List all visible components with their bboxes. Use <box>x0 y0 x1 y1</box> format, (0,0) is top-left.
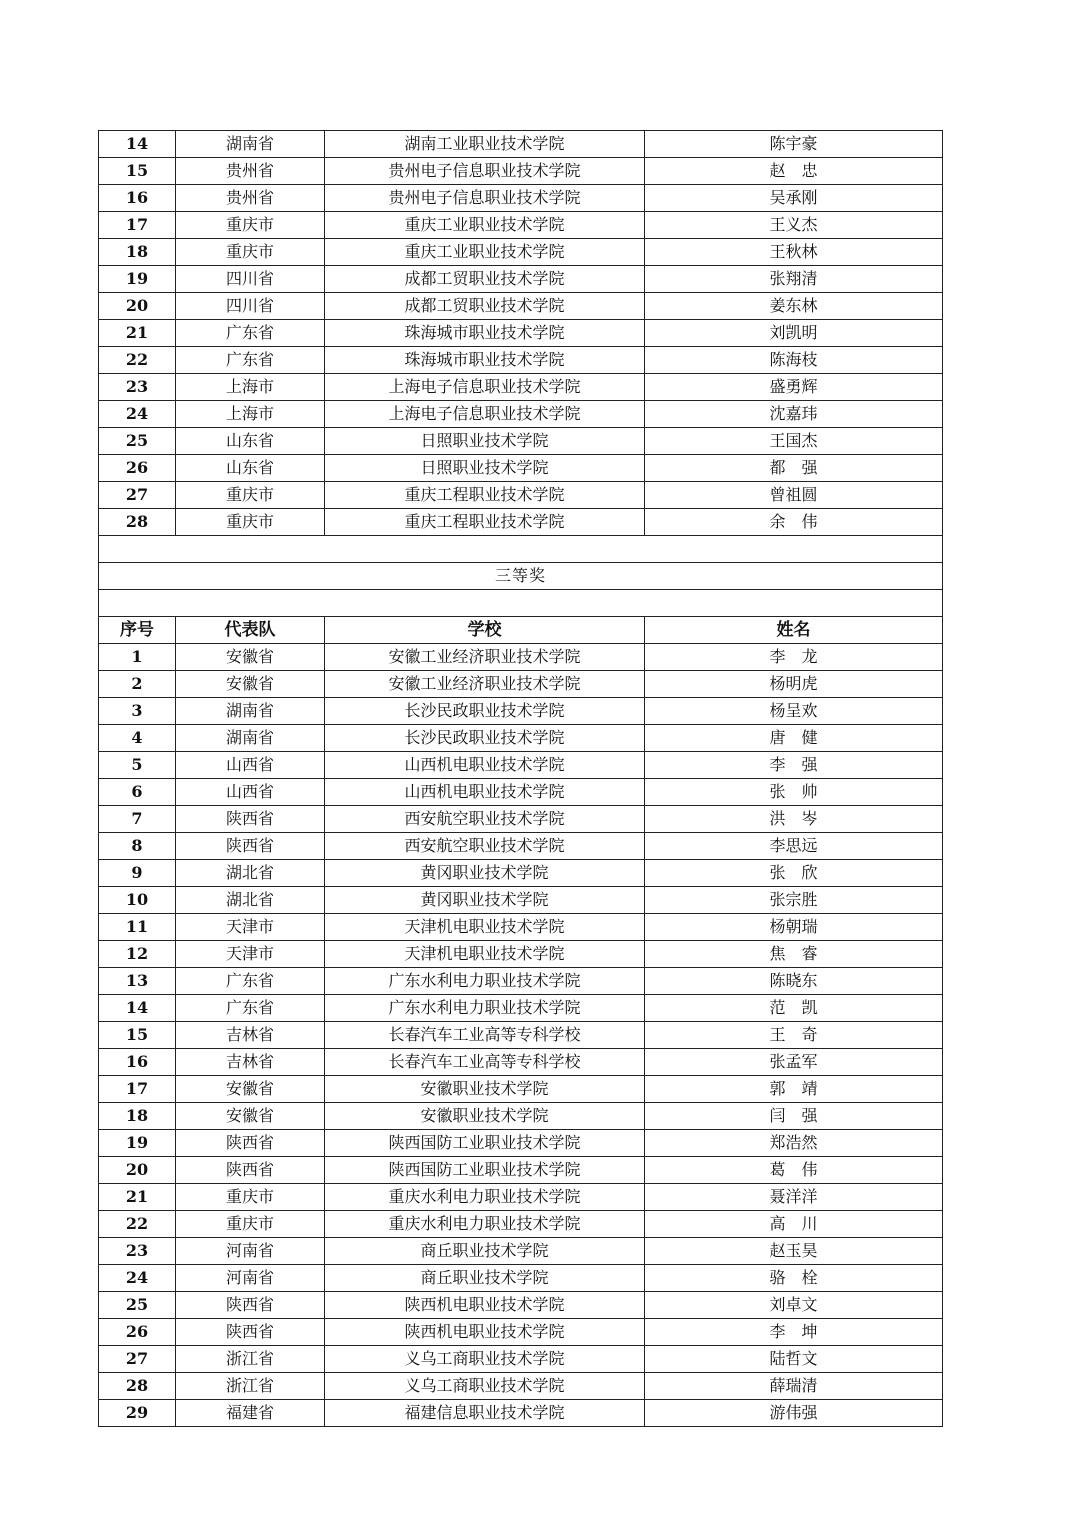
cell-team: 天津市 <box>176 941 325 968</box>
table-row <box>99 833 943 860</box>
table-row <box>99 1373 943 1400</box>
table-row <box>99 1211 943 1238</box>
cell-team: 四川省 <box>176 293 325 320</box>
table-row <box>99 725 943 752</box>
cell-school: 安徽职业技术学院 <box>325 1103 645 1130</box>
cell-name: 聂洋洋 <box>645 1184 943 1211</box>
cell-name: 焦 睿 <box>645 941 943 968</box>
cell-school: 陕西机电职业技术学院 <box>325 1292 645 1319</box>
cell-team: 上海市 <box>176 401 325 428</box>
cell-index: 20 <box>99 293 176 320</box>
table-row <box>99 212 943 239</box>
cell-school: 安徽职业技术学院 <box>325 1076 645 1103</box>
cell-school: 广东水利电力职业技术学院 <box>325 995 645 1022</box>
cell-name: 赵 忠 <box>645 158 943 185</box>
header-index: 序号 <box>99 617 176 644</box>
cell-index: 27 <box>99 1346 176 1373</box>
cell-school: 长沙民政职业技术学院 <box>325 725 645 752</box>
cell-school: 长沙民政职业技术学院 <box>325 698 645 725</box>
cell-index: 8 <box>99 833 176 860</box>
cell-school: 安徽工业经济职业技术学院 <box>325 671 645 698</box>
second-prize-continuation-rows <box>99 131 943 536</box>
cell-school: 商丘职业技术学院 <box>325 1265 645 1292</box>
cell-index: 18 <box>99 1103 176 1130</box>
table-row <box>99 968 943 995</box>
cell-school: 上海电子信息职业技术学院 <box>325 374 645 401</box>
table-row <box>99 995 943 1022</box>
cell-team: 上海市 <box>176 374 325 401</box>
cell-school: 重庆工程职业技术学院 <box>325 482 645 509</box>
cell-team: 山东省 <box>176 428 325 455</box>
cell-name: 李 龙 <box>645 644 943 671</box>
cell-school: 重庆工业职业技术学院 <box>325 212 645 239</box>
cell-name: 李 坤 <box>645 1319 943 1346</box>
cell-team: 河南省 <box>176 1265 325 1292</box>
cell-name: 闫 强 <box>645 1103 943 1130</box>
table-row <box>99 671 943 698</box>
cell-team: 天津市 <box>176 914 325 941</box>
cell-index: 5 <box>99 752 176 779</box>
cell-team: 广东省 <box>176 347 325 374</box>
table-row <box>99 1265 943 1292</box>
table-row <box>99 320 943 347</box>
table-row <box>99 293 943 320</box>
cell-team: 浙江省 <box>176 1373 325 1400</box>
spacer-row <box>99 590 943 617</box>
cell-team: 陕西省 <box>176 833 325 860</box>
header-school: 学校 <box>325 617 645 644</box>
cell-school: 珠海城市职业技术学院 <box>325 347 645 374</box>
cell-school: 义乌工商职业技术学院 <box>325 1373 645 1400</box>
cell-name: 余 伟 <box>645 509 943 536</box>
cell-school: 重庆工程职业技术学院 <box>325 509 645 536</box>
cell-name: 王义杰 <box>645 212 943 239</box>
cell-team: 重庆市 <box>176 212 325 239</box>
table-row <box>99 131 943 158</box>
table-row <box>99 887 943 914</box>
cell-index: 26 <box>99 455 176 482</box>
cell-team: 陕西省 <box>176 1130 325 1157</box>
cell-name: 骆 栓 <box>645 1265 943 1292</box>
cell-team: 贵州省 <box>176 185 325 212</box>
cell-name: 郭 靖 <box>645 1076 943 1103</box>
cell-name: 郑浩然 <box>645 1130 943 1157</box>
cell-school: 长春汽车工业高等专科学校 <box>325 1022 645 1049</box>
cell-index: 22 <box>99 1211 176 1238</box>
cell-index: 12 <box>99 941 176 968</box>
cell-name: 张 帅 <box>645 779 943 806</box>
cell-school: 义乌工商职业技术学院 <box>325 1346 645 1373</box>
cell-team: 安徽省 <box>176 1103 325 1130</box>
cell-index: 27 <box>99 482 176 509</box>
table-row <box>99 644 943 671</box>
cell-name: 王 奇 <box>645 1022 943 1049</box>
table-row <box>99 1130 943 1157</box>
cell-school: 福建信息职业技术学院 <box>325 1400 645 1427</box>
cell-index: 3 <box>99 698 176 725</box>
cell-index: 15 <box>99 1022 176 1049</box>
cell-school: 重庆水利电力职业技术学院 <box>325 1211 645 1238</box>
cell-school: 成都工贸职业技术学院 <box>325 266 645 293</box>
cell-index: 19 <box>99 1130 176 1157</box>
cell-school: 长春汽车工业高等专科学校 <box>325 1049 645 1076</box>
cell-name: 沈嘉玮 <box>645 401 943 428</box>
cell-index: 22 <box>99 347 176 374</box>
table-row <box>99 914 943 941</box>
cell-index: 20 <box>99 1157 176 1184</box>
cell-team: 贵州省 <box>176 158 325 185</box>
cell-school: 安徽工业经济职业技术学院 <box>325 644 645 671</box>
cell-name: 陈海枝 <box>645 347 943 374</box>
table-row <box>99 806 943 833</box>
cell-team: 山西省 <box>176 779 325 806</box>
cell-team: 福建省 <box>176 1400 325 1427</box>
cell-school: 日照职业技术学院 <box>325 428 645 455</box>
cell-school: 日照职业技术学院 <box>325 455 645 482</box>
cell-index: 23 <box>99 1238 176 1265</box>
cell-name: 张宗胜 <box>645 887 943 914</box>
table-row <box>99 1103 943 1130</box>
cell-name: 刘卓文 <box>645 1292 943 1319</box>
cell-index: 2 <box>99 671 176 698</box>
cell-team: 湖北省 <box>176 887 325 914</box>
cell-team: 广东省 <box>176 968 325 995</box>
cell-index: 21 <box>99 320 176 347</box>
table-row <box>99 509 943 536</box>
table-row <box>99 239 943 266</box>
cell-school: 西安航空职业技术学院 <box>325 806 645 833</box>
cell-index: 23 <box>99 374 176 401</box>
cell-team: 河南省 <box>176 1238 325 1265</box>
cell-index: 25 <box>99 1292 176 1319</box>
table-header-row <box>99 617 943 644</box>
cell-index: 9 <box>99 860 176 887</box>
table-row <box>99 1346 943 1373</box>
cell-index: 28 <box>99 509 176 536</box>
cell-team: 重庆市 <box>176 482 325 509</box>
cell-school: 黄冈职业技术学院 <box>325 887 645 914</box>
cell-school: 陕西国防工业职业技术学院 <box>325 1157 645 1184</box>
cell-team: 山东省 <box>176 455 325 482</box>
cell-index: 26 <box>99 1319 176 1346</box>
cell-index: 29 <box>99 1400 176 1427</box>
cell-name: 陆哲文 <box>645 1346 943 1373</box>
table-row <box>99 1184 943 1211</box>
table-row <box>99 185 943 212</box>
section-divider <box>99 536 943 644</box>
cell-index: 1 <box>99 644 176 671</box>
cell-team: 安徽省 <box>176 644 325 671</box>
cell-school: 黄冈职业技术学院 <box>325 860 645 887</box>
cell-team: 山西省 <box>176 752 325 779</box>
cell-team: 重庆市 <box>176 1184 325 1211</box>
cell-name: 李 强 <box>645 752 943 779</box>
cell-index: 17 <box>99 1076 176 1103</box>
cell-index: 28 <box>99 1373 176 1400</box>
cell-team: 吉林省 <box>176 1022 325 1049</box>
cell-index: 14 <box>99 995 176 1022</box>
cell-index: 16 <box>99 185 176 212</box>
cell-team: 重庆市 <box>176 239 325 266</box>
cell-index: 16 <box>99 1049 176 1076</box>
table-row <box>99 428 943 455</box>
table-row <box>99 401 943 428</box>
cell-index: 15 <box>99 158 176 185</box>
cell-team: 广东省 <box>176 320 325 347</box>
cell-name: 唐 健 <box>645 725 943 752</box>
cell-team: 浙江省 <box>176 1346 325 1373</box>
cell-name: 王国杰 <box>645 428 943 455</box>
cell-index: 4 <box>99 725 176 752</box>
cell-team: 重庆市 <box>176 509 325 536</box>
cell-school: 天津机电职业技术学院 <box>325 941 645 968</box>
cell-index: 24 <box>99 1265 176 1292</box>
cell-school: 重庆水利电力职业技术学院 <box>325 1184 645 1211</box>
cell-index: 21 <box>99 1184 176 1211</box>
table-row <box>99 1022 943 1049</box>
cell-team: 陕西省 <box>176 1157 325 1184</box>
table-row <box>99 1292 943 1319</box>
cell-team: 广东省 <box>176 995 325 1022</box>
cell-index: 17 <box>99 212 176 239</box>
cell-team: 安徽省 <box>176 671 325 698</box>
header-name: 姓名 <box>645 617 943 644</box>
cell-name: 杨明虎 <box>645 671 943 698</box>
cell-index: 6 <box>99 779 176 806</box>
cell-school: 西安航空职业技术学院 <box>325 833 645 860</box>
table-row <box>99 860 943 887</box>
cell-school: 陕西国防工业职业技术学院 <box>325 1130 645 1157</box>
cell-team: 湖南省 <box>176 131 325 158</box>
cell-team: 吉林省 <box>176 1049 325 1076</box>
cell-name: 杨呈欢 <box>645 698 943 725</box>
third-prize-rows <box>99 644 943 1427</box>
cell-school: 珠海城市职业技术学院 <box>325 320 645 347</box>
cell-name: 范 凯 <box>645 995 943 1022</box>
cell-index: 14 <box>99 131 176 158</box>
cell-team: 陕西省 <box>176 1292 325 1319</box>
cell-school: 贵州电子信息职业技术学院 <box>325 158 645 185</box>
cell-index: 25 <box>99 428 176 455</box>
cell-school: 山西机电职业技术学院 <box>325 779 645 806</box>
cell-school: 重庆工业职业技术学院 <box>325 239 645 266</box>
cell-team: 陕西省 <box>176 1319 325 1346</box>
cell-name: 赵玉昊 <box>645 1238 943 1265</box>
cell-name: 杨朝瑞 <box>645 914 943 941</box>
table-row <box>99 482 943 509</box>
table-row <box>99 1049 943 1076</box>
table-row <box>99 698 943 725</box>
table-row <box>99 1238 943 1265</box>
cell-name: 陈晓东 <box>645 968 943 995</box>
cell-school: 商丘职业技术学院 <box>325 1238 645 1265</box>
table-row <box>99 1157 943 1184</box>
cell-team: 湖南省 <box>176 725 325 752</box>
cell-team: 湖南省 <box>176 698 325 725</box>
cell-name: 盛勇辉 <box>645 374 943 401</box>
cell-index: 13 <box>99 968 176 995</box>
cell-team: 重庆市 <box>176 1211 325 1238</box>
cell-team: 安徽省 <box>176 1076 325 1103</box>
cell-name: 吴承刚 <box>645 185 943 212</box>
cell-name: 张孟军 <box>645 1049 943 1076</box>
table-row <box>99 347 943 374</box>
cell-name: 陈宇豪 <box>645 131 943 158</box>
cell-school: 成都工贸职业技术学院 <box>325 293 645 320</box>
cell-index: 24 <box>99 401 176 428</box>
cell-name: 都 强 <box>645 455 943 482</box>
cell-school: 贵州电子信息职业技术学院 <box>325 185 645 212</box>
spacer-row <box>99 536 943 563</box>
cell-index: 19 <box>99 266 176 293</box>
cell-name: 高 川 <box>645 1211 943 1238</box>
cell-team: 四川省 <box>176 266 325 293</box>
table-row <box>99 158 943 185</box>
award-list-sheet <box>98 130 942 1427</box>
table-row <box>99 1319 943 1346</box>
cell-index: 10 <box>99 887 176 914</box>
cell-name: 游伟强 <box>645 1400 943 1427</box>
cell-school: 陕西机电职业技术学院 <box>325 1319 645 1346</box>
cell-name: 曾祖圆 <box>645 482 943 509</box>
table-row <box>99 1076 943 1103</box>
cell-school: 天津机电职业技术学院 <box>325 914 645 941</box>
table-row <box>99 752 943 779</box>
table-row <box>99 779 943 806</box>
section-title: 三等奖 <box>99 563 943 590</box>
cell-name: 葛 伟 <box>645 1157 943 1184</box>
cell-school: 山西机电职业技术学院 <box>325 752 645 779</box>
cell-name: 薛瑞清 <box>645 1373 943 1400</box>
table-row <box>99 455 943 482</box>
header-team: 代表队 <box>176 617 325 644</box>
table-row <box>99 1400 943 1427</box>
cell-name: 刘凯明 <box>645 320 943 347</box>
cell-name: 李思远 <box>645 833 943 860</box>
cell-name: 张 欣 <box>645 860 943 887</box>
cell-team: 湖北省 <box>176 860 325 887</box>
cell-name: 洪 岑 <box>645 806 943 833</box>
cell-name: 姜东林 <box>645 293 943 320</box>
cell-name: 张翔清 <box>645 266 943 293</box>
cell-school: 上海电子信息职业技术学院 <box>325 401 645 428</box>
cell-name: 王秋林 <box>645 239 943 266</box>
table-row <box>99 941 943 968</box>
cell-index: 18 <box>99 239 176 266</box>
cell-school: 湖南工业职业技术学院 <box>325 131 645 158</box>
table-row <box>99 374 943 401</box>
cell-team: 陕西省 <box>176 806 325 833</box>
cell-school: 广东水利电力职业技术学院 <box>325 968 645 995</box>
cell-index: 11 <box>99 914 176 941</box>
table-row <box>99 266 943 293</box>
award-table <box>98 130 943 1427</box>
cell-index: 7 <box>99 806 176 833</box>
